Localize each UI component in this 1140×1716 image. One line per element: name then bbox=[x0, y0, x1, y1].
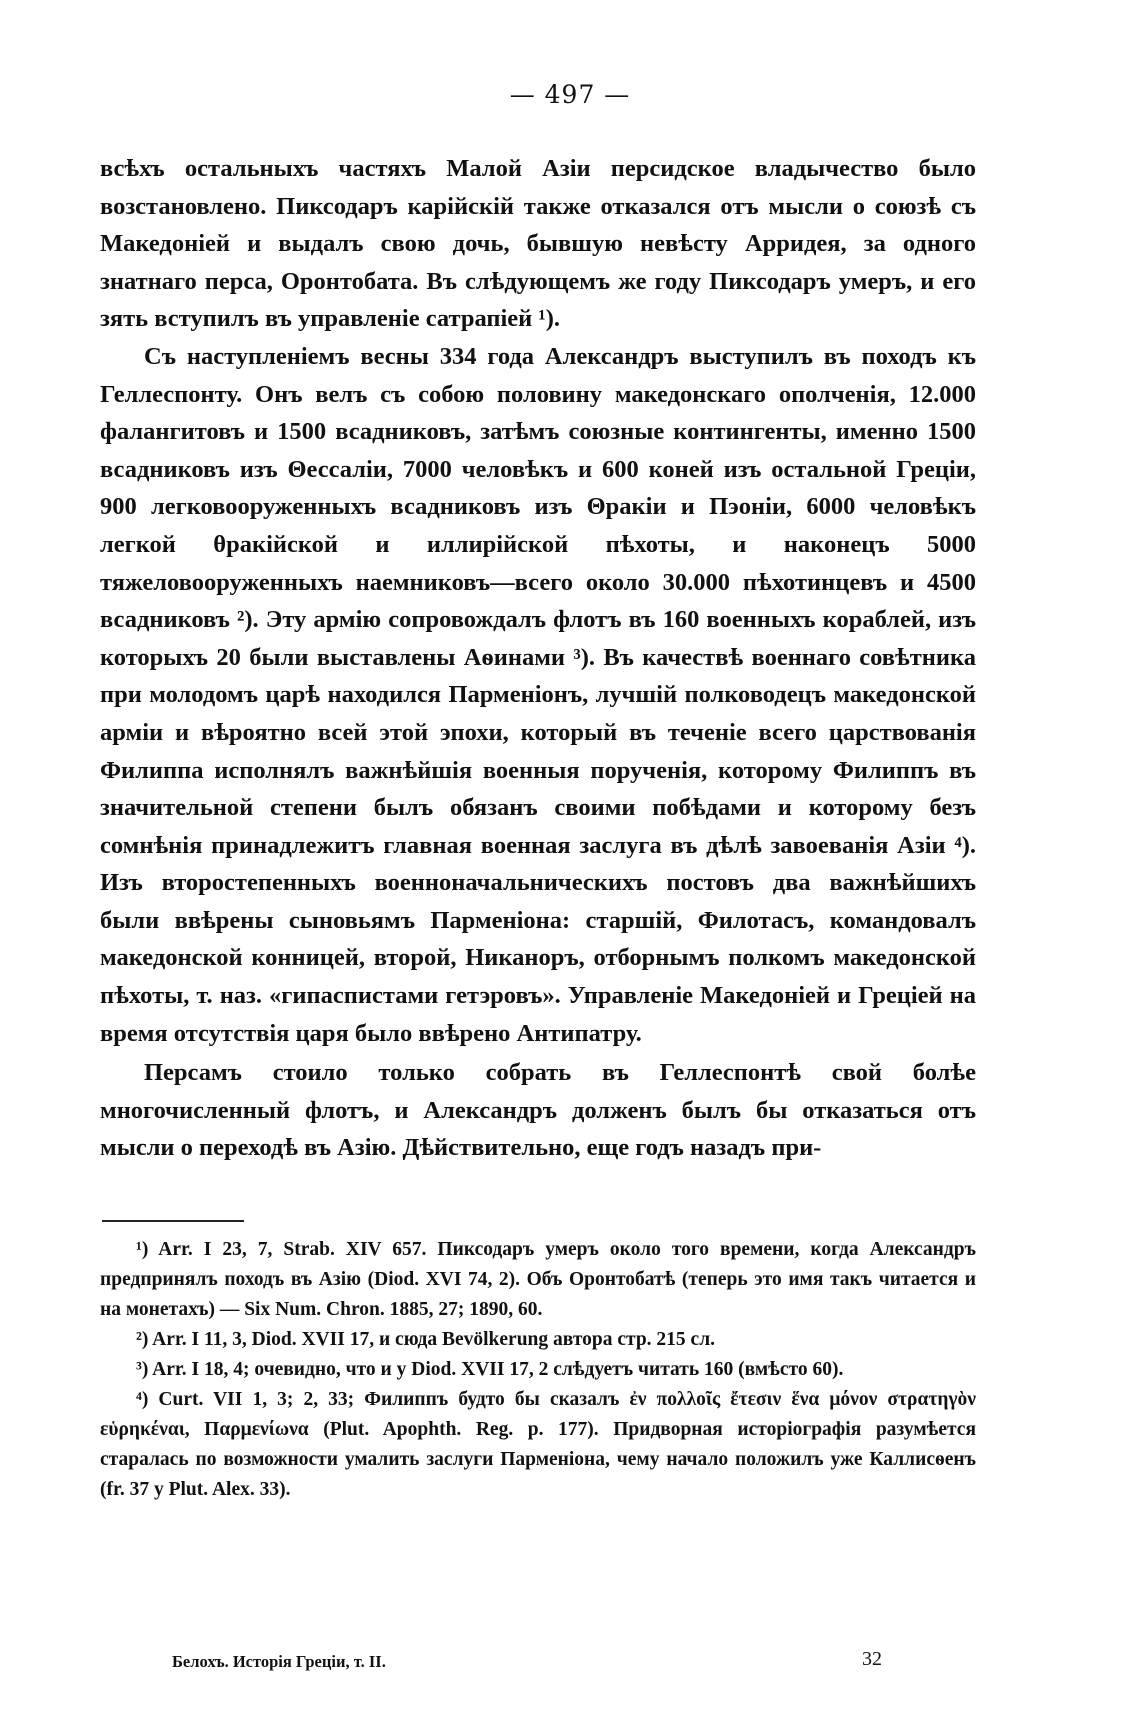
main-text bbox=[100, 150, 976, 1167]
footnote-2: ²) Arr. I 11, 3, Diod. XVII 17, и сюда Bevölkerung автора стр. 215 сл. bbox=[136, 1329, 716, 1350]
footnote-divider bbox=[102, 1220, 244, 1222]
page-number: — 497 — bbox=[509, 80, 631, 109]
paragraph-2: Съ наступленіемъ весны 334 года Александръ выступилъ въ походъ къ Геллеспонту. Онъ велъ съ собою половину македонскаго ополченія, 12.000 фалангитовъ и 1500 всадниковъ, затѣмъ союзные контингенты, именно 1500 всадниковъ изъ Θессаліи, 7000 человѣкъ и 600 коней изъ остальной Греціи, 900 легковооруженныхъ всадниковъ изъ Θракіи и Пэоніи, 6000 человѣкъ легкой θракійской и иллирійской пѣхоты, и наконецъ 5000 тяжеловооруженныхъ наемниковъ—всего около 30.000 пѣхотинцевъ и 4500 всадниковъ ²). Эту армію сопровождалъ флотъ въ 160 военныхъ кораблей, изъ которыхъ 20 были выставлены Аѳинами ³). Въ качествѣ военнаго совѣтника при молодомъ царѣ находился Парменіонъ, лучшій полководецъ македонской арміи и вѣроятно всей этой эпохи, который въ теченіе всего царствованія Филиппа исполнялъ важнѣйшія военныя порученія, которому Филиппъ въ значительной степени былъ обязанъ своими побѣдами и которому безъ сомнѣнія принадлежитъ главная военная заслуга въ дѣлѣ завоеванія Азіи ⁴). Изъ второстепенныхъ военноначальническихъ постовъ два важнѣйшихъ были ввѣрены сыновьямъ Парменіона: старшій, Филотасъ, командовалъ македонской конницей, второй, Никаноръ, отборнымъ полкомъ македонской пѣхоты, т. наз. «гипаспистами гетэровъ». Управленіе Македоніей и Греціей на время отсутствія царя было ввѣрено Антипатру. bbox=[100, 342, 976, 1047]
footnote-1: ¹) Arr. I 23, 7, Strab. XIV 657. Пиксодаръ умеръ около того времени, когда Александръ предпринялъ походъ въ Азію (Diod. XVI 74, 2). Объ Оронтобатѣ (теперь это имя такъ читается и на монетахъ) — Six Num. Chron. 1885, 27; 1890, 60. bbox=[100, 1239, 976, 1320]
paragraph-1: всѣхъ остальныхъ частяхъ Малой Азіи персидское владычество было возстановлено. Пиксодаръ карійскій также отказался отъ мысли о союзѣ съ Македоніей и выдалъ свою дочь, бывшую невѣсту Арридея, за одного знатнаго перса, Оронтобата. Въ слѣдующемъ же году Пиксодаръ умеръ, и его зять вступилъ въ управленіе сатрапіей ¹). bbox=[100, 155, 976, 333]
footnotes bbox=[100, 1235, 976, 1505]
paragraph-3: Персамъ стоило только собрать въ Геллеспонтѣ свой болѣе многочисленный флотъ, и Александръ долженъ былъ бы отказаться отъ мысли о переходѣ въ Азію. Дѣйствительно, еще годъ назадъ при- bbox=[100, 1059, 976, 1162]
printer-signature: Белохъ. Исторія Греціи, т. II. bbox=[172, 1652, 386, 1671]
footnote-4: ⁴) Curt. VII 1, 3; 2, 33; Филиппъ будто бы сказалъ ἐν πολλοῖς ἔτεσιν ἕνα μόνον στρατηγὸν εὑρηκέναι, Παρμενίωνα (Plut. Apophth. Reg. p. 177). Придворная исторіографія разумѣется старалась по возможности умалить заслуги Парменіона, чему начало положилъ уже Каллисѳенъ (fr. 37 у Plut. Alex. 33). bbox=[100, 1389, 976, 1500]
footnote-3: ³) Arr. I 18, 4; очевидно, что и у Diod. XVII 17, 2 слѣдуетъ читать 160 (вмѣсто 60). bbox=[136, 1359, 844, 1380]
sheet-number: 32 bbox=[862, 1648, 882, 1670]
